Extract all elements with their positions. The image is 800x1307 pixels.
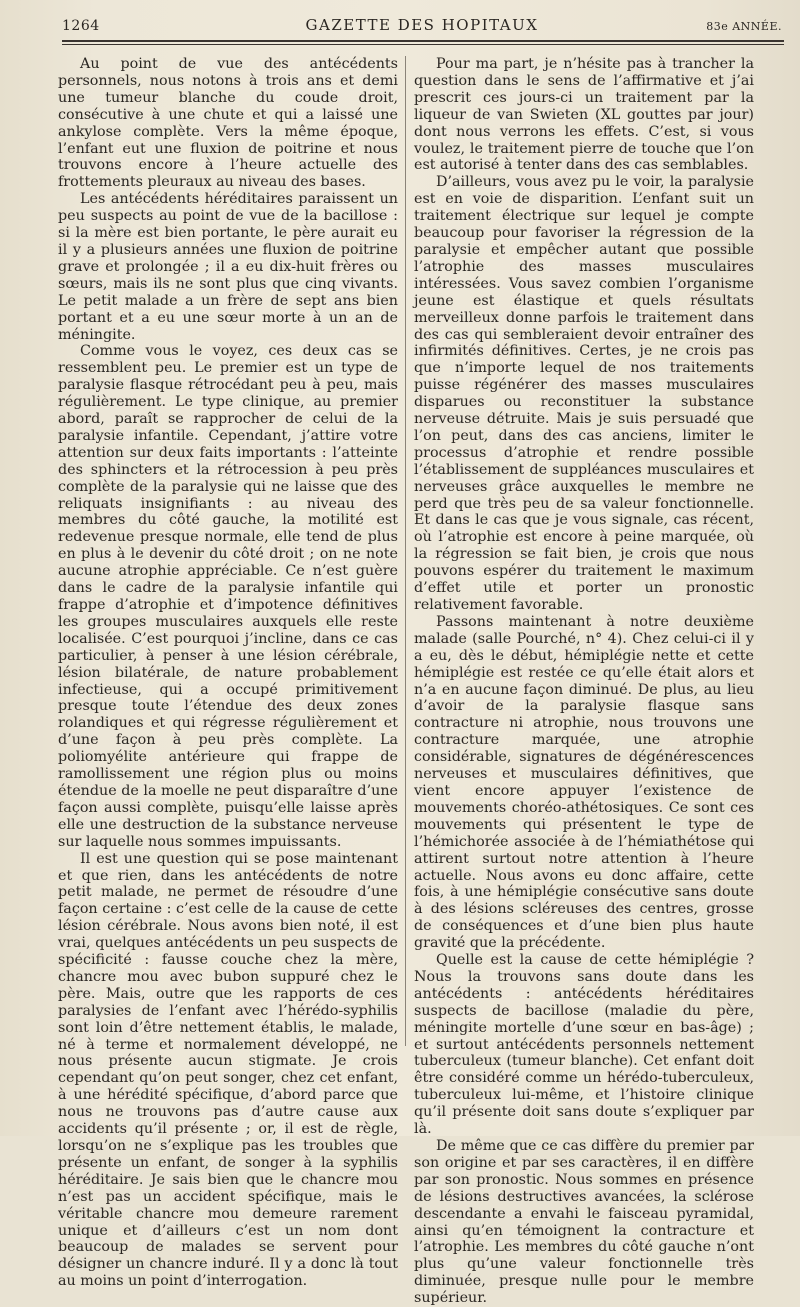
publication-year: 83e ANNÉE. [706,20,782,33]
paragraph: Comme vous le voyez, ces deux cas se ressemblent peu. Le premier est un type de paralysie flasque rétrocédant peu à peu, mais régulièrement. Le type clinique, au premier abord, paraît se rapprocher de celui de la paralysie infantile. Cependant, j’attire votre attention sur deux faits importants : l’atteinte des sphincters et la rétrocession à peu près complète de la paralysie qui ne laisse que des reliquats insignifiants : au niveau des membres du côté gauche, la motilité est redevenue presque normale, elle tend de plus en plus à le devenir du côté droit ; on ne note aucune atrophie appréciable. Ce n’est guère dans le cadre de la paralysie infantile qui frappe d’atrophie et d’impotence définitives les groupes musculaires auxquels elle reste localisée. C’est pourquoi j’incline, dans ce cas particulier, à penser à une lésion cérébrale, lésion bilatérale, de nature probablement infectieuse, qui a occupé primitivement presque toute l’étendue des deux zones rolandiques et qui régresse régulièrement et d’une façon à peu près complète. La poliomyélite antérieure qui frappe de ramollissement une région plus ou moins étendue de la moelle ne peut disparaître d’une façon aussi complète, puisqu’elle laisse après elle une destruction de la substance nerveuse sur laquelle nous sommes impuissants. [58,343,398,850]
page-header [62,16,782,38]
publication-title: GAZETTE DES HOPITAUX [305,16,539,34]
paragraph: Les antécédents héréditaires paraissent un peu suspects au point de vue de la bacillose : si la mère est bien portante, le père aurait eu il y a plusieurs années une fluxion de poitrine grave et prolongée ; il a eu dix-huit frères ou sœurs, mais ils ne sont plus que cinq vivants. Le petit malade a un frère de sept ans bien portant et a eu une sœur morte à un an de méningite. [58,191,398,343]
paragraph: Quelle est la cause de cette hémiplégie ? Nous la trouvons sans doute dans les antécédents : antécédents héréditaires suspects de bacillose (maladie du père, méningite mortelle d’une sœur en bas-âge) ; et surtout antécédents personnels nettement tuberculeux (tumeur blanche). Cet enfant doit être considéré comme un hérédo-tuberculeux, tuberculeux lui-même, et l’histoire clinique qu’il présente doit sans doute s’expliquer par là. [414,952,754,1138]
paragraph: Passons maintenant à notre deuxième malade (salle Pourché, n° 4). Chez celui-ci il y a eu, dès le début, hémiplégie nette et cette hémiplégie est restée ce qu’elle était alors et n’a en aucune façon diminué. De plus, au lieu d’avoir de la paralysie flasque sans contracture ni atrophie, nous trouvons une contracture marquée, une atrophie considérable, signatures de dégénérescences nerveuses et musculaires définitives, que vient encore appuyer l’existence de mouvements choréo-athétosiques. Ce sont ces mouvements qui présentent le type de l’hémichorée associée à de l’hémiathétose qui attirent surtout notre attention à l’heure actuelle. Nous avons eu donc affaire, cette fois, à une hémiplégie consécutive sans doute à des lésions scléreuses des centres, grosse de conséquences et d’une bien plus haute gravité que la précédente. [414,613,754,952]
header-rule-thin [62,44,784,45]
right-column [414,56,754,1307]
paragraph: Pour ma part, je n’hésite pas à trancher la question dans le sens de l’affirmative et j’ai prescrit ces jours-ci un traitement par la liqueur de van Swieten (XL gouttes par jour) dont nous verrons les effets. C’est, si vous voulez, le traitement pierre de touche que l’on est autorisé à tenter dans des cas semblables. [414,56,754,174]
left-column [58,56,398,1290]
paragraph: D’ailleurs, vous avez pu le voir, la paralysie est en voie de disparition. L’enfant suit un traitement électrique sur lequel je compte beaucoup pour favoriser la régression de la paralysie et empêcher autant que possible l’atrophie des masses musculaires intéressées. Vous savez combien l’organisme jeune est élastique et quels résultats merveilleux donne parfois le traitement dans des cas qui sembleraient devoir entraîner des infirmités définitives. Certes, je ne crois pas que n’importe lequel de nos traitements puisse régénérer des masses musculaires disparues ou reconstituer la substance nerveuse détruite. Mais je suis persuadé que l’on peut, dans des cas anciens, limiter le processus d’atrophie et rendre possible l’établissement de suppléances musculaires et nerveuses grâce auxquelles le membre ne perd que très peu de sa valeur fonctionnelle. Et dans le cas que je vous signale, cas récent, où l’atrophie est encore à peine marquée, où la régression se fait bien, je crois que nous pouvons espérer du traitement le maximum d’effet utile et porter un pronostic relativement favorable. [414,174,754,613]
paragraph: Il est une question qui se pose maintenant et que rien, dans les antécédents de notre petit malade, ne permet de résoudre d’une façon certaine : c’est celle de la cause de cette lésion cérébrale. Nous avons bien noté, il est vrai, quelques antécédents un peu suspects de spécificité : fausse couche chez la mère, chancre mou avec bubon suppuré chez le père. Mais, outre que les rapports de ces paralysies de l’enfant avec l’hérédo-syphilis sont loin d’être nettement établis, le malade, né à terme et normalement développé, ne nous présente aucun stigmate. Je crois cependant qu’on peut songer, chez cet enfant, à une hérédité spécifique, d’abord parce que nous ne trouvons pas d’autre cause aux accidents qu’il présente ; or, il est de règle, lorsqu’on ne s’explique pas les troubles que présente un enfant, de songer à la syphilis héréditaire. Je sais bien que le chancre mou n’est pas un accident spécifique, mais le véritable chancre mou demeure rarement unique et d’ailleurs c’est un nom dont beaucoup de malades se servent pour désigner un chancre induré. Il y a donc là tout au moins un point d’interrogation. [58,850,398,1290]
page-number: 1264 [62,18,100,34]
paragraph: Au point de vue des antécédents personnels, nous notons à trois ans et demi une tumeur blanche du coude droit, consécutive à une chute et qui a laissé une ankylose complète. Vers la même époque, l’enfant eut une fluxion de poitrine et nous trouvons encore à l’heure actuelle des frottements pleuraux au niveau des bases. [58,56,398,191]
header-rule-thick [62,40,784,42]
paragraph: De même que ce cas diffère du premier par son origine et par ses caractères, il en diffère par son pronostic. Nous sommes en présence de lésions destructives avancées, la sclérose descendante a envahi le faisceau pyramidal, ainsi qu’en témoignent la contracture et l’atrophie. Les membres du côté gauche n’ont plus qu’une valeur fonctionnelle très diminuée, presque nulle pour le membre supérieur. [414,1138,754,1307]
column-divider [405,56,406,1046]
